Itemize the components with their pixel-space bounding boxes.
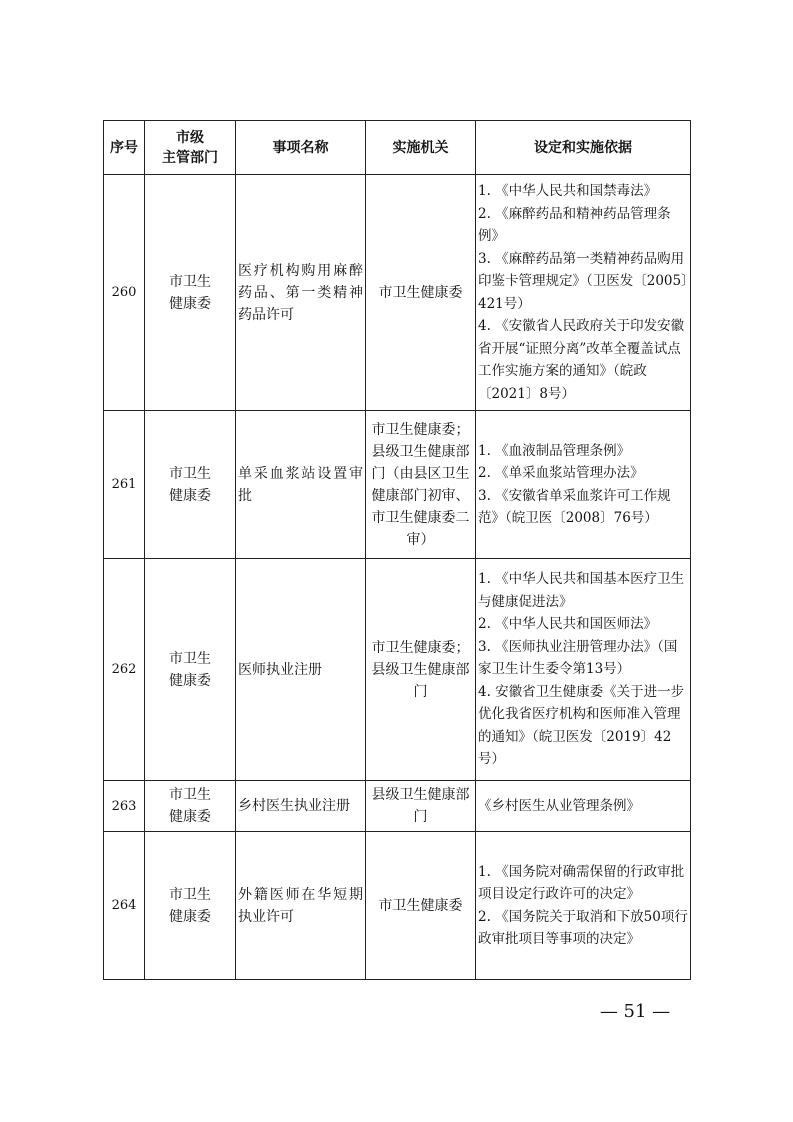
row-agency: 县级卫生健康部门 (366, 781, 476, 832)
basis-line: 4. 《安徽省人民政府关于印发安徽省开展“证照分离”改革全覆盖试点工作实施方案的通知》（皖政〔2021〕8号） (478, 318, 685, 402)
table-row (104, 781, 691, 832)
basis-line: 2. 《中华人民共和国医师法》 (478, 616, 658, 633)
dept-line: 市卫生 (169, 886, 211, 903)
page-number: — 51 — (599, 1001, 671, 1022)
table-row (104, 832, 691, 980)
row-seq: 261 (104, 411, 145, 559)
header-name: 事项名称 (236, 121, 366, 175)
basis-line: 1. 《血液制品管理条例》 (478, 442, 631, 459)
basis-line: 3. 《麻醉药品第一类精神药品购用印鉴卡管理规定》（卫医发〔2005〕421号） (478, 250, 688, 312)
header-dept-line1: 市级 (176, 129, 204, 146)
dept-line: 市卫生 (169, 465, 211, 482)
row-item-name: 乡村医生执业注册 (236, 781, 366, 832)
basis-line: 2. 《国务院关于取消和下放50项行政审批项目等事项的决定》 (478, 908, 688, 947)
row-seq: 264 (104, 832, 145, 980)
row-dept (145, 175, 236, 411)
table-row (104, 411, 691, 559)
header-seq: 序号 (104, 121, 145, 175)
header-dept-line2: 主管部门 (162, 149, 218, 166)
table-row (104, 559, 691, 781)
basis-line: 1. 《中华人民共和国基本医疗卫生与健康促进法》 (478, 571, 685, 610)
row-basis (476, 175, 691, 411)
basis-line: 1. 《国务院对确需保留的行政审批项目设定行政许可的决定》 (478, 863, 685, 902)
header-dept (145, 121, 236, 175)
row-basis (476, 832, 691, 980)
basis-line: 《乡村医生从业管理条例》 (478, 797, 640, 814)
row-dept (145, 832, 236, 980)
row-seq: 262 (104, 559, 145, 781)
basis-line: 2. 《单采血浆站管理办法》 (478, 465, 644, 481)
row-seq: 260 (104, 175, 145, 411)
row-basis (476, 781, 691, 832)
basis-line: 2. 《麻醉药品和精神药品管理条例》 (478, 205, 671, 244)
row-dept (145, 559, 236, 781)
row-dept (145, 781, 236, 832)
dept-line: 健康委 (169, 295, 211, 312)
row-item-name: 单采血浆站设置审批 (236, 411, 366, 559)
dept-line: 健康委 (169, 809, 211, 825)
table-header-row (104, 121, 691, 175)
basis-line: 3. 《安徽省单采血浆许可工作规范》（皖卫医〔2008〕76号） (478, 487, 671, 526)
header-agency: 实施机关 (366, 121, 476, 175)
basis-line: 3. 《医师执业注册管理办法》（国家卫生计生委令第13号） (478, 638, 678, 678)
dept-line: 健康委 (169, 672, 211, 689)
table-row (104, 175, 691, 411)
row-dept (145, 411, 236, 559)
row-agency: 市卫生健康委；县级卫生健康部门 (366, 559, 476, 781)
dept-line: 市卫生 (169, 787, 211, 803)
dept-line: 健康委 (169, 908, 211, 925)
row-agency: 市卫生健康委 (366, 175, 476, 411)
basis-line: 1. 《中华人民共和国禁毒法》 (478, 183, 658, 199)
row-basis (476, 411, 691, 559)
dept-line: 健康委 (169, 487, 211, 504)
row-basis (476, 559, 691, 781)
row-seq: 263 (104, 781, 145, 832)
approval-items-table (103, 120, 691, 980)
row-item-name: 医疗机构购用麻醉药品、第一类精神药品许可 (236, 175, 366, 411)
row-agency: 市卫生健康委 (366, 832, 476, 980)
header-basis: 设定和实施依据 (476, 121, 691, 175)
row-item-name: 外籍医师在华短期执业许可 (236, 832, 366, 980)
row-agency: 市卫生健康委；县级卫生健康部门（由县区卫生健康部门初审、市卫生健康委二审） (366, 411, 476, 559)
dept-line: 市卫生 (169, 650, 211, 667)
dept-line: 市卫生 (169, 273, 211, 290)
basis-line: 4. 安徽省卫生健康委《关于进一步优化我省医疗机构和医师准入管理的通知》（皖卫医发〔2019〕42号） (478, 683, 685, 768)
row-item-name: 医师执业注册 (236, 559, 366, 781)
